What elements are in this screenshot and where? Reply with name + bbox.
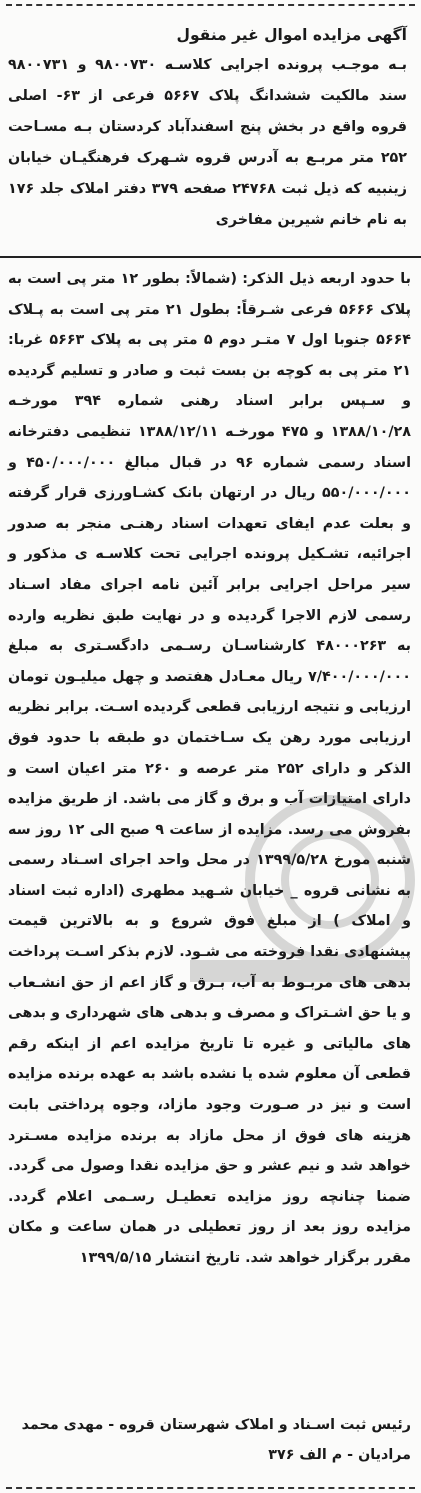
clipping-cut-line — [0, 256, 421, 258]
notice-intro-paragraph: بـه موجـب پرونده اجرایی کلاسـه ۹۸۰۰۷۳۰ و ۹۸۰۰۷۳۱ سند مالکیت ششدانگ پلاک ۵۶۶۷ فرعی از ۶۳- اصلی قروه واقع در بخش پنج اسفندآباد کردستان بـه مسـاحت ۲۵۲ متر مربـع به آدرس قروه شـهرک فرهنگیـان خیابان زینبیه که ذیل ثبت ۲۴۷۶۸ صفحه ۳۷۹ دفتر املاک جلد ۱۷۶ به نام خانم شیرین مفاخری — [8, 57, 407, 228]
notice-body-block — [8, 264, 411, 1274]
notice-body-paragraph: با حدود اربعه ذیل الذکر: (شمالاً: بطور ۱۲ متر پی است به پلاک ۵۶۶۶ فرعی شـرقاً: بطول ۲۱ متر پی است به پـلاک ۵۶۶۴ جنوبا اول ۷ متـر دوم ۵ متر پی به پلاک ۵۶۶۳ غربا: ۲۱ متر پی به کوچه بن بست ثبت و صادر و تسلیم گردیده و سـپس برابر اسناد رهنی شماره ۳۹۴ مورخـه ۱۳۸۸/۱۰/۲۸ و ۴۷۵ مورخـه ۱۳۸۸/۱۲/۱۱ تنظیمی دفترخانه اسناد رسمی شماره ۹۶ در قبال مبالغ ۴۵۰/۰۰۰/۰۰۰ و ۵۵۰/۰۰۰/۰۰۰ ریال در ارتهان بانک کشـاورزی قرار گرفته و بعلت عدم ایفای تعهدات اسناد رهنـی منجر به صدور اجرائیه، تشـکیل پرونده اجرایی تحت کلاسـه ی مذکور و سیر مراحل اجرایی برابر آئین نامه اجرای مفاد اسـناد رسمی لازم الاجرا گردیده و در نهایت طبق نظریه وارده به ۴۸۰۰۰۲۶۳ کارشناسـان رسـمی دادگسـتری به مبلغ ۷/۴۰۰/۰۰۰/۰۰۰ ریال معـادل هفتصد و چهل میلیـون تومان ارزیابی و نتیجه ارزیابی قطعی گردیده اسـت. برابر نظریه ارزیابی مورد رهن یک سـاختمان دو طبقه با حدود فوق الذکر و دارای ۲۵۲ متر عرصه و ۲۶۰ متر اعیان است و دارای امتیازات آب و برق و گاز می باشد. از طریق مزایده بفروش می رسد. مزایده از ساعت ۹ صبح الی ۱۲ روز سه شنبه مورخ ۱۳۹۹/۵/۲۸ در محل واحد اجرای اسـناد رسمی به نشانی قروه _ خیابان شـهید مطهری (اداره ثبت اسناد و املاک ) از مبلغ فوق شروع و به بالاترین قیمت پیشنهادی نقدا فروخته می شـود. لازم بذکر اسـت پرداخت بدهی های مربـوط به آب، بـرق و گاز اعم از حق انشـعاب و یا حق اشـتراک و مصرف و بدهی های شهرداری و بدهی های مالیاتی و غیره تا تاریخ مزایده اعم از اینکه رقم قطعی آن معلوم شده یا نشده باشد به عهده برنده مزایده است و نیز در صـورت وجود مازاد، وجوه پرداختی بابت هزینه های فوق از محل مازاد به برنده مزایده مسـترد خواهد شد و نیم عشر و حق مزایده نقدا وصول می گردد. ضمنا چنانچه روز مزایده تعطیـل رسـمی اعلام گردد. مزایده روز بعد از روز تعطیلی در همان ساعت و مکان مقرر برگزار خواهد شد. تاریخ انتشار ۱۳۹۹/۵/۱۵ — [8, 271, 412, 1266]
bottom-dashed-border — [6, 1487, 415, 1489]
top-dashed-border — [6, 4, 415, 6]
notice-signature: رئیس ثبت اسـناد و املاک شهرستان قروه - مهدی محمد مرادیان - م الف ۳۷۶ — [21, 1417, 411, 1463]
notice-header-block — [8, 22, 407, 236]
notice-title: آگهی مزایده اموال غیر منقول — [176, 26, 407, 44]
